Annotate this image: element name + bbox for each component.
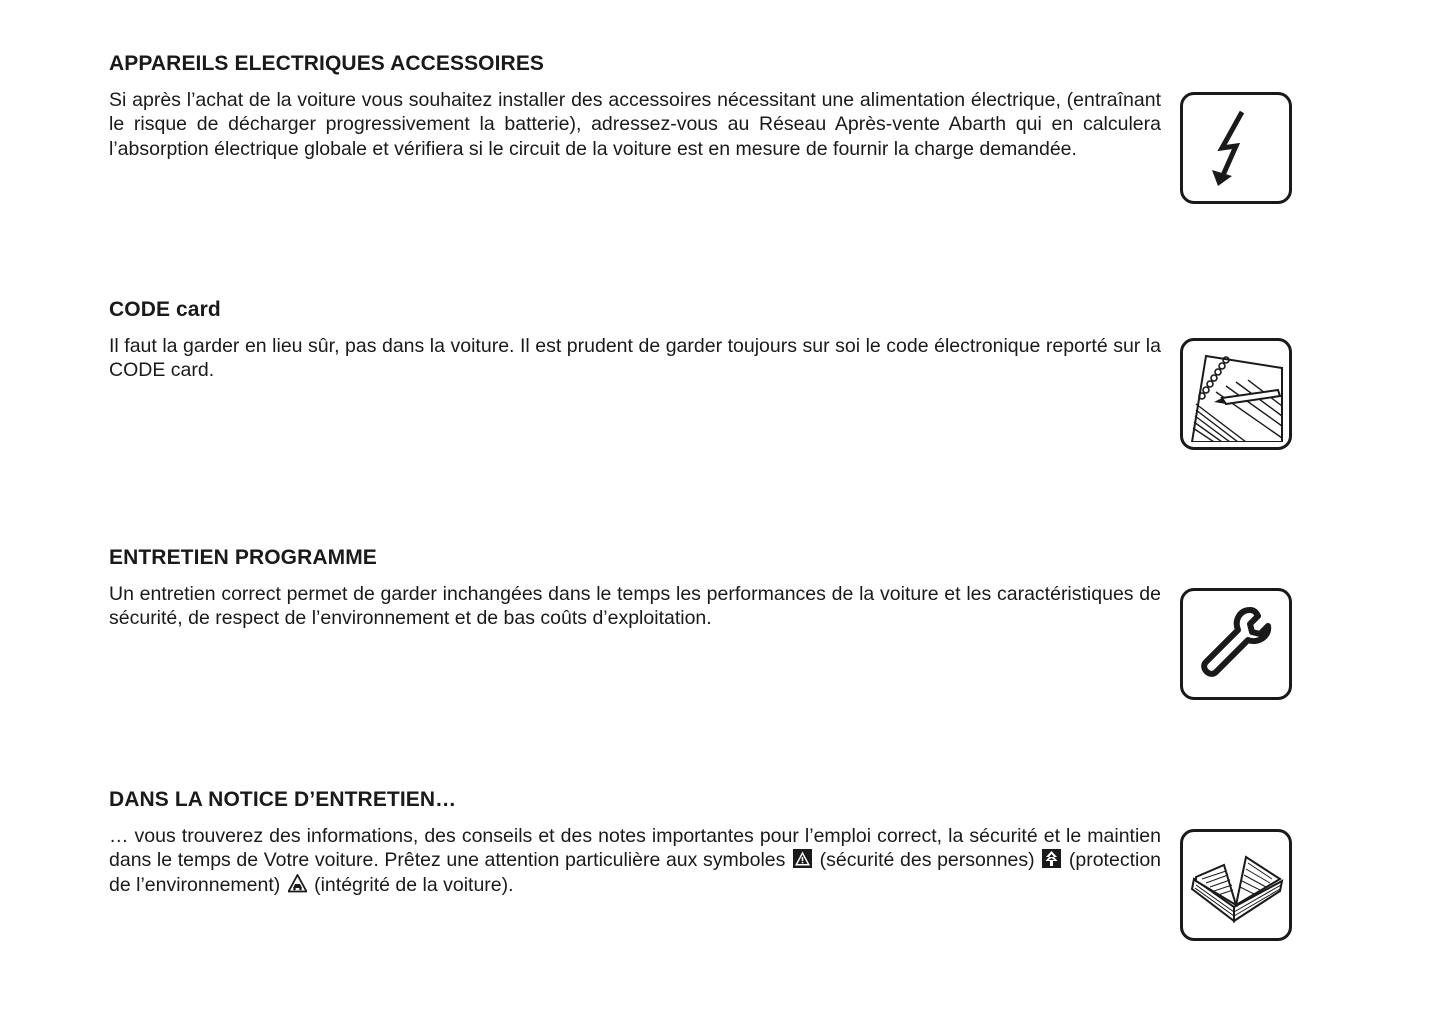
section-text-part3: (protection de l’environnement) — [109, 849, 1162, 896]
car-integrity-icon — [288, 874, 307, 893]
open-book-icon — [1180, 829, 1292, 941]
section-text-part1: … vous trouverez des informations, des conseils et des notes importantes pour l’emploi correct, la sécurité et le maintien dans le temps de Votre voiture. Prêtez une attention particulière aux symboles — [109, 825, 1161, 872]
section-title: CODE card — [109, 298, 221, 321]
section-text-part4: (intégrité de la voiture). — [314, 873, 514, 896]
section-code-card — [109, 298, 1161, 383]
warning-triangle-icon — [793, 849, 812, 868]
wrench-icon — [1180, 588, 1292, 700]
section-accessoires — [109, 52, 1161, 161]
notebook-pencil-icon — [1180, 338, 1292, 450]
lightning-icon — [1180, 92, 1292, 204]
section-text: Il faut la garder en lieu sûr, pas dans la voiture. Il est prudent de garder toujours sur soi le code électronique reporté sur la CODE card. — [109, 335, 1161, 382]
section-entretien-programme — [109, 546, 1161, 631]
section-title: ENTRETIEN PROGRAMME — [109, 546, 377, 569]
section-title: APPAREILS ELECTRIQUES ACCESSOIRES — [109, 52, 545, 75]
section-text: Si après l’achat de la voiture vous souhaitez installer des accessoires nécessitant une alimentation électrique, (entraînant le risque de décharger progressivement la batterie), adressez-vous au Réseau Après-vente Abarth qui en calculera l’absorption électrique globale et vérifiera si le circuit de la voiture est en mesure de fournir la charge demandée. — [109, 89, 1161, 160]
section-title: DANS LA NOTICE D’ENTRETIEN… — [109, 788, 457, 811]
environment-icon — [1042, 849, 1061, 868]
section-text-part2: (sécurité des personnes) — [819, 849, 1035, 872]
section-text — [109, 824, 1161, 897]
section-text: Un entretien correct permet de garder inchangées dans le temps les performances de la voiture et les caractéristiques de sécurité, de respect de l’environnement et de bas coûts d’exploitation. — [109, 583, 1161, 630]
section-notice-entretien — [109, 788, 1161, 897]
